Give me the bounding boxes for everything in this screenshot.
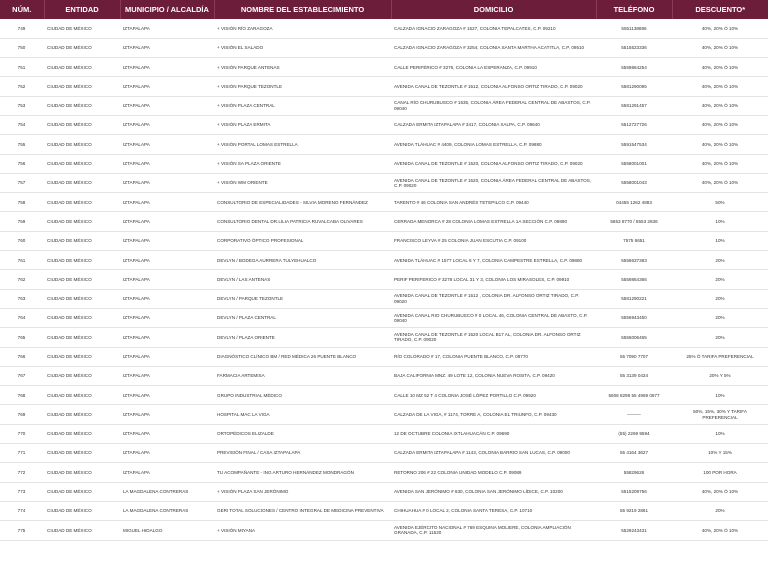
cell-entidad: CIUDAD DE MÉXICO	[47, 103, 92, 109]
header-entidad: ENTIDAD	[44, 0, 120, 19]
table-row	[0, 424, 768, 443]
cell-domicilio: AVENIDA EJÉRCITO NACIONAL # 769 ESQUINA MOLIERE, COLONIA AMPLIACIÓN GRANADA, C.P. 11520	[394, 524, 571, 536]
cell-telefono: 55829626	[623, 469, 645, 475]
cell-municipio: IZTAPALAPA	[123, 45, 150, 51]
cell-nombre: + VISIÓN SA PLAZA ORIENTE	[217, 161, 281, 167]
cell-telefono: 5558001043	[621, 180, 647, 186]
cell-nombre: + VISIÓN PARQUE ANTENAS	[217, 64, 280, 70]
cell-telefono: 5581291457	[621, 103, 647, 109]
table-header	[0, 0, 768, 19]
cell-entidad: CIUDAD DE MÉXICO	[47, 141, 92, 147]
cell-nombre: + VISIÓN MIYANA	[217, 527, 256, 533]
cell-nombre: DEVLYN / BODEGA AURRERA TULYEHUALCO	[217, 257, 317, 263]
cell-num: 753	[17, 103, 26, 109]
cell-domicilio: CALZADA DE LA VIGA, # 1174, TORRE A, COLONIA EL TRIUNFO, C.P. 09430	[394, 411, 557, 417]
cell-municipio: LA MAGDALENA CONTRERAS	[123, 508, 189, 514]
cell-entidad: CIUDAD DE MÉXICO	[47, 508, 92, 514]
cell-domicilio: AVENIDA CANAL RIO CHURUBUSCO # 0 LOCAL 46, COLONIA CENTRAL DE ABASTO, C.P. 09040	[394, 312, 588, 324]
cell-entidad: CIUDAD DE MÉXICO	[47, 469, 92, 475]
cell-descuento: 40%, 20% Ó 10%	[701, 489, 739, 495]
cell-municipio: IZTAPALAPA	[123, 238, 150, 244]
cell-num: 769	[17, 411, 26, 417]
cell-municipio: IZTAPALAPA	[123, 199, 150, 205]
cell-domicilio: CHIHUAHUA # 0 LOCAL 2, COLONIA SANTA TERESA, C.P. 10710	[394, 508, 533, 514]
cell-entidad: CIUDAD DE MÉXICO	[47, 527, 92, 533]
cell-num: 751	[17, 64, 26, 70]
cell-telefono: 55 9219 2861	[619, 508, 649, 514]
table-row	[0, 193, 768, 212]
cell-nombre: + VISIÓN PLAZA CENTRAL	[217, 103, 275, 109]
cell-nombre: DEVLYN / PLAZA ORIENTE	[217, 334, 275, 340]
cell-descuento: 40%, 20% Ó 10%	[701, 45, 739, 51]
cell-nombre: CONSULTORIO DE ESPECIALIDADES - SILVIA MORENO FERNÁNDEZ	[217, 199, 368, 205]
table-row	[0, 463, 768, 482]
cell-descuento: 50%	[715, 199, 725, 205]
cell-municipio: IZTAPALAPA	[123, 25, 150, 31]
cell-num: 757	[17, 180, 26, 186]
cell-entidad: CIUDAD DE MÉXICO	[47, 64, 92, 70]
cell-num: 774	[17, 508, 26, 514]
cell-telefono: 5653 8770 / 6553 2836	[610, 218, 658, 224]
cell-entidad: CIUDAD DE MÉXICO	[47, 199, 92, 205]
cell-telefono: 5559864254	[621, 64, 647, 70]
table-row	[0, 328, 768, 347]
cell-municipio: IZTAPALAPA	[123, 392, 150, 398]
cell-domicilio: PERIF PERIFERICO # 3278 LOCAL 31 Y 3, COLONIA LOS MIRASOLES, C.P. 09910	[394, 276, 570, 282]
header-municipio: MUNICIPIO / ALCALDÍA	[120, 0, 214, 19]
cell-num: 766	[17, 353, 26, 359]
cell-descuento: 40%, 20% Ó 10%	[701, 83, 739, 89]
cell-entidad: CIUDAD DE MÉXICO	[47, 334, 92, 340]
cell-municipio: IZTAPALAPA	[123, 315, 150, 321]
table-row	[0, 405, 768, 424]
cell-telefono: 5515209756	[621, 489, 647, 495]
cell-descuento: 20%	[715, 315, 725, 321]
cell-municipio: IZTAPALAPA	[123, 276, 150, 282]
cell-nombre: + VISIÓN PARQUE TEZONTLE	[217, 83, 283, 89]
cell-telefono: 5581290095	[621, 83, 647, 89]
cell-municipio: IZTAPALAPA	[123, 373, 150, 379]
cell-domicilio: AVENIDA TLÁHUAC # 4409, COLONIA LOMAS ESTRELLA, C.P. 09880	[394, 141, 542, 147]
cell-telefono: 5556943450	[621, 315, 647, 321]
cell-domicilio: AVENIDA CANAL DE TEZONTLE # 1512 , COLONIA DR. ALFONSO ORTIZ TIRADO, C.P. 09020	[394, 293, 579, 304]
cell-domicilio: CALZADA ERMITA IZTAPALAPA # 3417, COLONIA XALPA, C.P. 09640	[394, 122, 540, 128]
header-num: NÚM.	[0, 0, 44, 19]
cell-descuento: 40%, 20% Ó 10%	[701, 64, 739, 70]
cell-entidad: CIUDAD DE MÉXICO	[47, 180, 92, 186]
table-row	[0, 96, 768, 115]
cell-telefono: 5515523336	[621, 45, 647, 51]
cell-municipio: IZTAPALAPA	[123, 257, 150, 263]
cell-nombre: ORTOPÉDICOS ELIZALDE	[217, 431, 274, 437]
cell-descuento: 40%, 20% Ó 10%	[701, 122, 739, 128]
cell-descuento: 10%	[715, 392, 725, 398]
cell-nombre: GRUPO INDUSTRIAL MÉDICO	[217, 392, 282, 398]
cell-num: 752	[17, 83, 26, 89]
table-row	[0, 19, 768, 38]
table-row	[0, 308, 768, 327]
table-row	[0, 135, 768, 154]
table-row	[0, 212, 768, 231]
cell-telefono: 5551138886	[621, 25, 647, 31]
cell-nombre: + VISIÓN EL SALADO	[217, 45, 264, 51]
cell-domicilio: CALZADA ERMITA IZTAPALAPA # 1143, COLONIA BARRIO SAN LUCAS, C.P. 09000	[394, 450, 570, 456]
cell-num: 765	[17, 334, 26, 340]
cell-domicilio: CERRADA MENORCA # 28 COLONIA LOMAS ESTRELLA 1A SECCIÓN C.P. 09890	[394, 218, 568, 224]
cell-nombre: CONSULTORIO DENTAL DR.LILIA PATRICIA RUVALCABA OLIVARES	[217, 218, 363, 224]
cell-nombre: + VISIÓN RÍO ZARAGOZA	[217, 25, 273, 31]
cell-num: 756	[17, 161, 26, 167]
cell-num: 759	[17, 218, 26, 224]
cell-nombre: + VISIÓN PORTAL LOMAS ESTRELLA	[217, 141, 298, 147]
cell-domicilio: AVENIDA TLÁHUAC # 1577 LOCAL 6 Y 7, COLONIA CAMPESTRE ESTRELLA, C.P. 09880	[394, 257, 583, 263]
cell-num: 775	[17, 527, 26, 533]
table-row	[0, 173, 768, 192]
cell-domicilio: AVENIDA CANAL DE TEZONTLE # 1512, COLONIA ALFONSO ORTIZ TIRADO, C.P. 09020	[394, 83, 583, 89]
cell-descuento: 20%	[715, 334, 725, 340]
cell-num: 749	[17, 25, 26, 31]
cell-nombre: DEVLYN / PARQUE TEZONTLE	[217, 296, 284, 302]
cell-telefono: 55 3139 0434	[619, 373, 649, 379]
table-row	[0, 521, 768, 540]
cell-municipio: IZTAPALAPA	[123, 353, 150, 359]
cell-nombre: GERI TOTAL SOLUCIONES / CENTRO INTEGRAL DE MEDICINA PREVENTIVA	[217, 508, 384, 514]
cell-telefono: (55) 2269 9594	[618, 431, 650, 437]
cell-domicilio: CANAL RÍO CHURUBUSCO # 1635, COLONIA ÁREA FEDERAL CENTRAL DE ABASTOS, C.P. 09040	[394, 100, 591, 111]
cell-entidad: CIUDAD DE MÉXICO	[47, 25, 92, 31]
cell-telefono: 5529243431	[621, 527, 647, 533]
cell-descuento: 20%	[715, 508, 725, 514]
cell-num: 772	[17, 469, 26, 475]
table-row	[0, 386, 768, 405]
cell-descuento: 40%, 20% Ó 10%	[701, 180, 739, 186]
cell-descuento: 40%, 20% Ó 10%	[701, 141, 739, 147]
cell-num: 761	[17, 257, 26, 263]
cell-num: 768	[17, 392, 26, 398]
cell-telefono: 5558001001	[621, 161, 647, 167]
cell-descuento: 10%	[715, 431, 725, 437]
cell-descuento: 40%, 20% Ó 10%	[701, 527, 739, 533]
cell-municipio: MIGUEL HIDALGO	[123, 527, 163, 533]
table-row	[0, 347, 768, 366]
cell-nombre: PREVISIÓN FINAL / CASA IZTAPALAPA	[217, 450, 301, 456]
cell-telefono: 5559864366	[621, 276, 647, 282]
cell-descuento: 20%	[715, 257, 725, 263]
cell-descuento: 40%, 20% Ó 10%	[701, 25, 739, 31]
cell-domicilio: BAJA CALIFORNIA MNZ. 49 LOTE 12, COLONIA NUEVA ROSITA, C.P. 09420	[394, 373, 555, 379]
cell-municipio: IZTAPALAPA	[123, 83, 150, 89]
cell-nombre: DIAGNÓSTICO CLÍNICO BM / RED MÉDICA 26 PUENTE BLANCO	[217, 353, 357, 359]
cell-nombre: FARMACIA ARTEMISA	[217, 373, 265, 379]
cell-telefono: 5591547534	[621, 141, 647, 147]
table-row	[0, 38, 768, 57]
table-row	[0, 270, 768, 289]
cell-descuento: 20% Y 5%	[709, 373, 731, 379]
cell-descuento: 40%, 20% Ó 10%	[701, 161, 739, 167]
cell-entidad: CIUDAD DE MÉXICO	[47, 276, 92, 282]
cell-descuento: 20%	[715, 296, 725, 302]
table-row	[0, 115, 768, 134]
cell-entidad: CIUDAD DE MÉXICO	[47, 218, 92, 224]
cell-nombre: + VISIÓN PLAZA SAN JERÓNIMO	[217, 489, 289, 495]
cell-entidad: CIUDAD DE MÉXICO	[47, 431, 92, 437]
header-nombre: NOMBRE DEL ESTABLECIMIENTO	[214, 0, 391, 19]
cell-municipio: IZTAPALAPA	[123, 64, 150, 70]
cell-telefono: 5608 8298 55 4969 0677	[608, 392, 660, 398]
cell-num: 773	[17, 489, 26, 495]
cell-descuento: 100 POR HORA	[703, 469, 737, 475]
cell-descuento: 20%	[715, 276, 725, 282]
cell-municipio: IZTAPALAPA	[123, 411, 150, 417]
cell-num: 760	[17, 238, 26, 244]
cell-nombre: DEVLYN / LAS ANTENAS	[217, 276, 271, 282]
cell-domicilio: AVENIDA SAN JERÓNIMO # 630, COLONIA SAN JERÓNIMO LÍDICE, C.P. 10200	[394, 489, 563, 495]
cell-municipio: IZTAPALAPA	[123, 122, 150, 128]
cell-num: 767	[17, 373, 26, 379]
cell-num: 764	[17, 315, 26, 321]
cell-entidad: CIUDAD DE MÉXICO	[47, 315, 92, 321]
cell-telefono: 5558637383	[621, 257, 647, 263]
cell-municipio: IZTAPALAPA	[123, 296, 150, 302]
table-row	[0, 289, 768, 308]
cell-domicilio: TARENTO # 46 COLONIA SAN ANDRÉS TETEPILCO C.P. 09440	[394, 199, 529, 205]
cell-domicilio: 12 DE OCTUBRE COLONIA IXTLAHUACÁN C.P. 09690	[394, 431, 510, 437]
table-row	[0, 231, 768, 250]
cell-telefono: 5556006465	[621, 334, 647, 340]
table-row	[0, 366, 768, 385]
cell-entidad: CIUDAD DE MÉXICO	[47, 489, 92, 495]
cell-domicilio: FRANCISCO LEYVA # 25 COLONIA JUAN ESCUTIA C.P. 09100	[394, 238, 527, 244]
cell-num: 770	[17, 431, 26, 437]
cell-municipio: IZTAPALAPA	[123, 141, 150, 147]
cell-municipio: IZTAPALAPA	[123, 431, 150, 437]
cell-descuento: 50%, 15%, 30% Y TARIFA PREFERENCIAL	[693, 409, 747, 420]
cell-municipio: IZTAPALAPA	[123, 469, 150, 475]
cell-entidad: CIUDAD DE MÉXICO	[47, 373, 92, 379]
cell-entidad: CIUDAD DE MÉXICO	[47, 238, 92, 244]
table-body	[0, 19, 768, 540]
cell-municipio: IZTAPALAPA	[123, 334, 150, 340]
cell-municipio: IZTAPALAPA	[123, 450, 150, 456]
cell-domicilio: CALZADA IGNACIO ZARAGOZA # 1527, COLONIA TEPALCATES, C.P. 09210	[394, 25, 556, 31]
table-row	[0, 58, 768, 77]
cell-municipio: IZTAPALAPA	[123, 103, 150, 109]
cell-telefono: 55 7090 7707	[619, 353, 649, 359]
cell-telefono: 04455 1262 4883	[616, 199, 652, 205]
cell-domicilio: CALZADA IGNACIO ZARAGOZA # 3254, COLONIA SANTA MARTHA ACATITLA, C.P. 09510	[394, 45, 585, 51]
cell-nombre: TU ACOMPAÑANTE - ING ARTURO HERNÁNDEZ MONDRAGÓN	[217, 469, 354, 475]
cell-descuento: 25% Ó TARIFA PREFERENCIAL	[686, 353, 754, 359]
table-row	[0, 482, 768, 501]
cell-entidad: CIUDAD DE MÉXICO	[47, 411, 92, 417]
cell-telefono: 7575 6651	[623, 238, 645, 244]
table-row	[0, 77, 768, 96]
cell-telefono: 55 4164 3627	[619, 450, 649, 456]
cell-entidad: CIUDAD DE MÉXICO	[47, 83, 92, 89]
cell-num: 762	[17, 276, 26, 282]
cell-nombre: + VISIÓN WM ORIENTE	[217, 180, 268, 186]
header-telefono: TELÉFONO	[596, 0, 672, 19]
cell-telefono: 5581290221	[621, 296, 647, 302]
cell-entidad: CIUDAD DE MÉXICO	[47, 296, 92, 302]
cell-domicilio: AVENIDA CANAL DE TEZONTLE # 1520 LOCAL B17 AL, COLONIA DR. ALFONSO ORTIZ TIRADO, C.P. 09020	[394, 331, 581, 343]
cell-domicilio: RÍO COLORADO # 17, COLONIA PUENTE BLANCO, C.P. 09770	[394, 353, 528, 359]
cell-municipio: IZTAPALAPA	[123, 161, 150, 167]
cell-entidad: CIUDAD DE MÉXICO	[47, 450, 92, 456]
cell-num: 771	[17, 450, 26, 456]
cell-nombre: HOSPITAL MAC LA VIGA	[217, 411, 270, 417]
cell-entidad: CIUDAD DE MÉXICO	[47, 353, 92, 359]
cell-nombre: + VISIÓN PLAZA ERMITA	[217, 122, 271, 128]
cell-entidad: CIUDAD DE MÉXICO	[47, 257, 92, 263]
cell-descuento: 40%, 20% Ó 10%	[701, 103, 739, 109]
cell-nombre: CORPORATIVO ÓPTICO PROFESIONAL	[217, 238, 304, 244]
cell-descuento: 10%	[715, 218, 725, 224]
cell-entidad: CIUDAD DE MÉXICO	[47, 122, 92, 128]
table-row	[0, 154, 768, 173]
cell-nombre: DEVLYN / PLAZA CENTRAL	[217, 315, 276, 321]
cell-num: 763	[17, 296, 26, 302]
cell-num: 758	[17, 199, 26, 205]
cell-municipio: IZTAPALAPA	[123, 218, 150, 224]
table-row	[0, 501, 768, 520]
cell-num: 754	[17, 122, 26, 128]
table-row	[0, 444, 768, 463]
header-descuento: DESCUENTO*	[695, 5, 746, 14]
cell-entidad: CIUDAD DE MÉXICO	[47, 161, 92, 167]
cell-domicilio: CALLE PERIFÉRICO # 3276, COLONIA LA ESPERANZA, C.P. 09910	[394, 64, 537, 70]
cell-domicilio: AVENIDA CANAL DE TEZONTLE # 1520, COLONIA ALFONSO ORTIZ TIRADO, C.P. 09020	[394, 161, 583, 167]
cell-telefono: ———	[627, 411, 641, 417]
cell-descuento: 10%	[715, 238, 725, 244]
cell-municipio: IZTAPALAPA	[123, 180, 150, 186]
header-domicilio: DOMICILIO	[391, 0, 596, 19]
cell-entidad: CIUDAD DE MÉXICO	[47, 392, 92, 398]
cell-num: 750	[17, 45, 26, 51]
table-row	[0, 251, 768, 270]
cell-domicilio: AVENIDA CANAL DE TEZONTLE # 1520, COLONIA ÁREA FEDERAL CENTRAL DE ABASTOS, C.P. 09020	[394, 177, 592, 189]
cell-municipio: LA MAGDALENA CONTRERAS	[123, 489, 189, 495]
cell-telefono: 5512727726	[621, 122, 647, 128]
cell-entidad: CIUDAD DE MÉXICO	[47, 45, 92, 51]
cell-domicilio: CALLE 10 MZ 52 T 4 COLONIA JOSÉ LÓPEZ PORTILLO C.P. 09920	[394, 392, 536, 398]
cell-descuento: 10% Y 15%	[708, 450, 732, 456]
cell-domicilio: RETORNO 206 # 22 COLONIA UNIDAD MODELO C.P. 09089	[394, 469, 522, 475]
cell-num: 755	[17, 141, 26, 147]
header-row	[0, 0, 768, 19]
